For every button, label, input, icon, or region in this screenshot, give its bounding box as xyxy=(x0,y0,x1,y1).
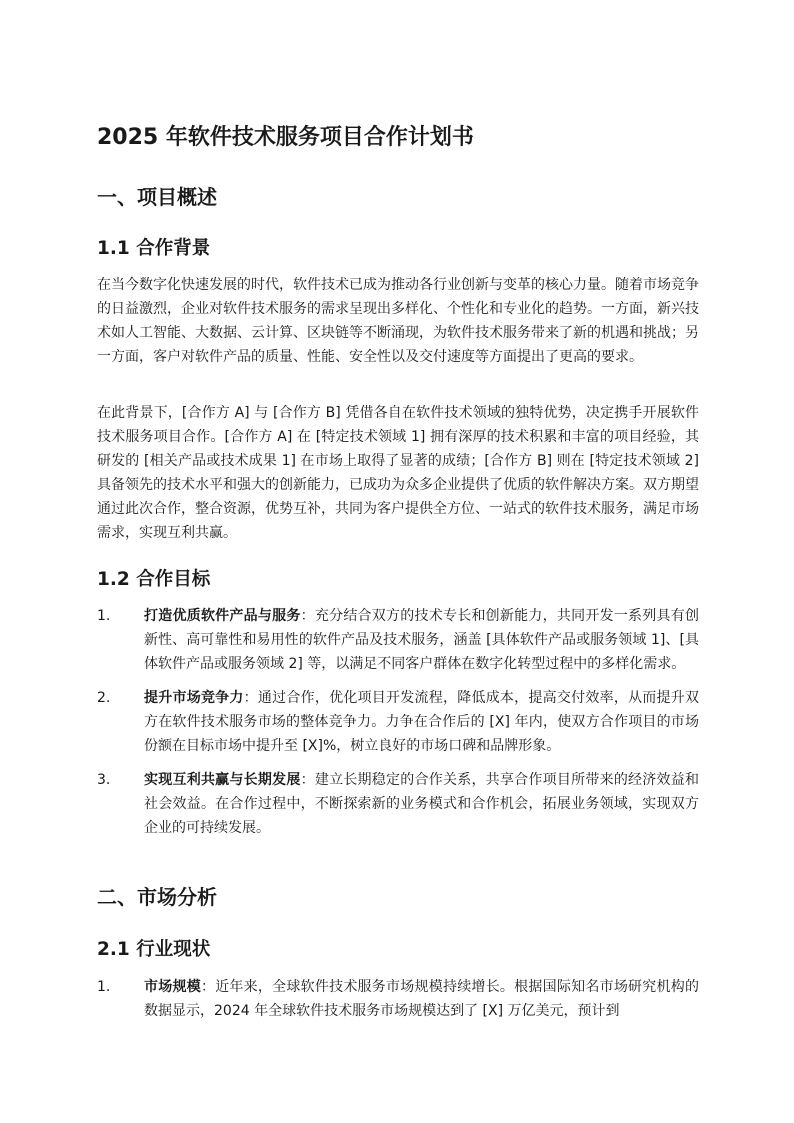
list-item xyxy=(97,975,699,1023)
section-heading-market: 二、市场分析 xyxy=(97,885,217,909)
list-item-number: 1. xyxy=(97,608,111,624)
industry-list xyxy=(97,975,699,1033)
subsection-heading-industry: 2.1 行业现状 xyxy=(97,939,211,960)
list-item-term: 提升市场竞争力 xyxy=(144,690,244,706)
list-item xyxy=(97,604,699,676)
list-item-text: ：近年来，全球软件技术服务市场规模持续增长。根据国际知名市场研究机构的数据显示，2024 年全球软件技术服务市场规模达到了 [X] 万亿美元，预计到 xyxy=(144,979,700,1019)
subsection-heading-goals: 1.2 合作目标 xyxy=(97,569,211,590)
goals-list xyxy=(97,604,699,850)
section-heading-overview: 一、项目概述 xyxy=(97,185,217,209)
list-item xyxy=(97,768,699,840)
list-item-text: ：通过合作，优化项目开发流程，降低成本，提高交付效率，从而提升双方在软件技术服务市场的整体竞争力。力争在合作后的 [X] 年内，使双方合作项目的市场份额在目标市场中提升至 [X]%，树立良好的市场口碑和品牌形象。 xyxy=(144,690,700,754)
list-item xyxy=(97,686,699,758)
background-paragraph-2: 在此背景下，[合作方 A] 与 [合作方 B] 凭借各自在软件技术领域的独特优势，决定携手开展软件技术服务项目合作。[合作方 A] 在 [特定技术领域 1] 拥有深厚的技术积累和丰富的项目经验，其研发的 [相关产品或技术成果 1] 在市场上取得了显著的成绩；[合作方 B] 则在 [特定技术领域 2] 具备领先的技术水平和强大的创新能力，已成功为众多企业提供了优质的软件解决方案。双方期望通过此次合作，整合资源，优势互补，共同为客户提供全方位、一站式的软件技术服务，满足市场需求，实现互利共赢。 xyxy=(97,405,699,541)
document-title: 2025 年软件技术服务项目合作计划书 xyxy=(97,125,474,150)
list-item-number: 2. xyxy=(97,690,111,706)
list-item-term: 打造优质软件产品与服务 xyxy=(144,608,301,624)
list-item-text: ：建立长期稳定的合作关系，共享合作项目所带来的经济效益和社会效益。在合作过程中，不断探索新的业务模式和合作机会，拓展业务领域，实现双方企业的可持续发展。 xyxy=(144,772,700,836)
list-item-number: 1. xyxy=(97,979,111,995)
list-item-term: 实现互利共赢与长期发展 xyxy=(144,772,301,788)
list-item-number: 3. xyxy=(97,772,111,788)
background-paragraph-1: 在当今数字化快速发展的时代，软件技术已成为推动各行业创新与变革的核心力量。随着市场竞争的日益激烈，企业对软件技术服务的需求呈现出多样化、个性化和专业化的趋势。一方面，新兴技术如人工智能、大数据、云计算、区块链等不断涌现，为软件技术服务带来了新的机遇和挑战；另一方面，客户对软件产品的质量、性能、安全性以及交付速度等方面提出了更高的要求。 xyxy=(97,277,699,365)
list-item-term: 市场规模 xyxy=(144,979,201,995)
list-item-text: ：充分结合双方的技术专长和创新能力，共同开发一系列具有创新性、高可靠性和易用性的软件产品及技术服务，涵盖 [具体软件产品或服务领域 1]、[具体软件产品或服务领域 2] 等，以满足不同客户群体在数字化转型过程中的多样化需求。 xyxy=(144,608,700,672)
subsection-heading-background: 1.1 合作背景 xyxy=(97,238,211,259)
